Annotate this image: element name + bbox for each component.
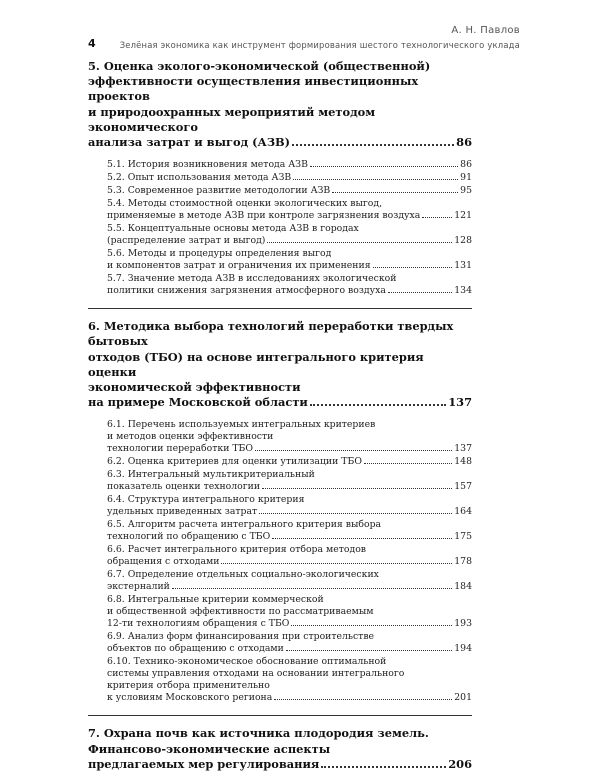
chapter-entry [88,726,472,772]
dot-leader [388,292,452,293]
section-last-row [107,481,472,493]
section-title-line: 6.9. Анализ форм финансирования при строительстве [107,631,375,643]
section-last-row [107,172,472,184]
page-number: 4 [88,37,96,50]
dot-leader [321,766,446,768]
section-last-row [107,556,472,568]
dot-leader [293,179,458,180]
section-title-line: 5.3. Современное развитие методологии АЗВ [107,185,331,197]
chapter-last-row [88,395,472,410]
dot-leader [286,650,452,651]
chapter-title-line: эффективности осуществления инвестиционных проектов [88,74,419,104]
section-entry [107,569,472,593]
section-page-number: 91 [460,172,472,184]
section-title-line: 6.5. Алгоритм расчета интегрального критерия выбора [107,519,382,531]
section-last-row [107,285,472,297]
section-title-line: 5.1. История возникновения метода АЗВ [107,159,308,171]
section-title-line: 6.10. Технико-экономическое обоснование оптимальной [107,656,387,668]
section-entry [107,198,472,222]
section-title-line: критерия отбора применительно [107,680,270,692]
section-title-line: 6.6. Расчет интегрального критерия отбора методов [107,544,367,556]
section-title-line: 5.5. Концептуальные основы метода АЗВ в городах [107,223,359,235]
section-page-number: 178 [454,556,472,568]
section-entry [107,159,472,171]
chapter-last-row [88,757,472,772]
section-title-line: применяемые в методе АЗВ при контроле загрязнения воздуха [107,210,421,222]
section-page-number: 194 [454,643,472,655]
chapter-entry [88,319,472,410]
section-title-line: 5.7. Значение метода АЗВ в исследованиях экологической [107,273,397,285]
section-title-line: удельных приведенных затрат [107,506,258,518]
section-title-line: и общественной эффективности по рассматриваемым [107,606,374,618]
section-title-line: системы управления отходами на основании интегрального [107,668,405,680]
section-last-row [107,443,472,455]
section-title-line: 6.7. Определение отдельных социально-экологических [107,569,379,581]
chapter-title-line: и природоохранных мероприятий методом экономического [88,104,376,134]
section-entry [107,631,472,655]
section-title-line: технологий по обращению с ТБО [107,531,271,543]
chapter-last-row [88,135,472,150]
section-title-line: 6.4. Структура интегрального критерия [107,494,305,506]
section-title-line: показатель оценки технологии [107,481,261,493]
section-entry [107,544,472,568]
dot-leader [221,563,452,564]
dot-leader [272,538,452,539]
section-title-line: 6.1. Перечень используемых интегральных критериев [107,419,376,431]
section-last-row [107,643,472,655]
section-entry [107,456,472,468]
section-title-line: 5.2. Опыт использования метода АЗВ [107,172,292,184]
dot-leader [364,463,452,464]
section-page-number: 95 [460,185,472,197]
chapter-title-line: 7. Охрана почв как источника плодородия земель. [88,726,429,741]
section-title-line: к условиям Московского региона [107,692,273,704]
section-list [107,159,472,297]
section-entry [107,419,472,455]
section-title-line: политики снижения загрязнения атмосферного воздуха [107,285,386,297]
section-title-line: и компонентов затрат и ограничения их применения [107,260,371,272]
section-page-number: 128 [454,235,472,247]
section-page-number: 175 [454,531,472,543]
section-title-line: обращения с отходами [107,556,220,568]
section-entry [107,469,472,493]
section-title-line: 6.3. Интегральный мультикритериальный [107,469,315,481]
section-last-row [107,210,472,222]
section-title-line: 12-ти технологиям обращения с ТБО [107,618,290,630]
section-last-row [107,618,472,630]
dot-leader [310,166,458,167]
section-last-row [107,159,472,171]
running-header-title: Зелёная экономика как инструмент формирования шестого технологического уклада [119,40,520,50]
dot-leader [422,217,452,218]
chapter-title-line: 6. Методика выбора технологий переработки твердых бытовых [88,319,454,349]
section-title-line: 6.2. Оценка критериев для оценки утилизации ТБО [107,456,362,468]
section-title-line: 5.4. Методы стоимостной оценки экологических выгод, [107,198,383,210]
section-entry [107,248,472,272]
section-last-row [107,235,472,247]
section-title-line: и методов оценки эффективности [107,431,274,443]
dot-leader [310,404,446,406]
dot-leader [262,488,452,489]
section-last-row [107,260,472,272]
section-last-row [107,531,472,543]
section-title-line: технологии переработки ТБО [107,443,254,455]
dot-leader [274,699,452,700]
section-page-number: 131 [454,260,472,272]
chapter-title-line: 5. Оценка эколого-экономической (общественной) [88,59,431,73]
section-list [107,419,472,704]
section-page-number: 193 [454,618,472,630]
section-title-line: экстерналий [107,581,170,593]
section-title-line: 5.6. Методы и процедуры определения выгод [107,248,332,260]
chapter-title-line: экономической эффективности [88,380,301,395]
dot-leader [292,144,454,146]
dot-leader [172,588,452,589]
section-last-row [107,185,472,197]
section-last-row [107,692,472,704]
section-entry [107,273,472,297]
chapter-title-line: отходов (ТБО) на основе интегрального критерия оценки [88,349,424,379]
section-entry [107,185,472,197]
dot-leader [259,513,452,514]
section-page-number: 201 [454,692,472,704]
chapter-title-line: Финансово-экономические аспекты [88,741,331,756]
section-last-row [107,506,472,518]
section-entry [107,494,472,518]
section-page-number: 137 [454,443,472,455]
dot-leader [291,625,452,626]
section-entry [107,594,472,630]
dot-leader [267,242,452,243]
section-title-line: объектов по обращению с отходами [107,643,284,655]
section-entry [107,519,472,543]
running-header-author: А. Н. Павлов [451,25,520,36]
table-of-contents [88,59,472,772]
section-page-number: 164 [454,506,472,518]
section-entry [107,656,472,704]
section-page-number: 184 [454,581,472,593]
section-page-number: 121 [454,210,472,222]
chapter-page-number: 86 [456,135,472,150]
dot-leader [255,450,452,451]
section-page-number: 86 [460,159,472,171]
section-page-number: 157 [454,481,472,493]
chapter-page-number: 206 [448,756,472,771]
chapter-title-line: анализа затрат и выгод (АЗВ) [88,135,291,150]
chapter-divider [88,715,472,716]
chapter-title-line: предлагаемых мер регулирования [88,756,320,771]
section-title-line: 6.8. Интегральные критерии коммерческой [107,594,324,606]
chapter-page-number: 137 [448,395,472,410]
dot-leader [332,192,458,193]
section-entry [107,223,472,247]
section-title-line: (распределение затрат и выгод) [107,235,266,247]
chapter-entry [88,59,472,150]
section-last-row [107,456,472,468]
chapter-divider [88,308,472,309]
section-last-row [107,581,472,593]
section-entry [107,172,472,184]
section-page-number: 148 [454,456,472,468]
section-page-number: 134 [454,285,472,297]
dot-leader [373,267,453,268]
chapter-title-line: на примере Московской области [88,395,308,410]
